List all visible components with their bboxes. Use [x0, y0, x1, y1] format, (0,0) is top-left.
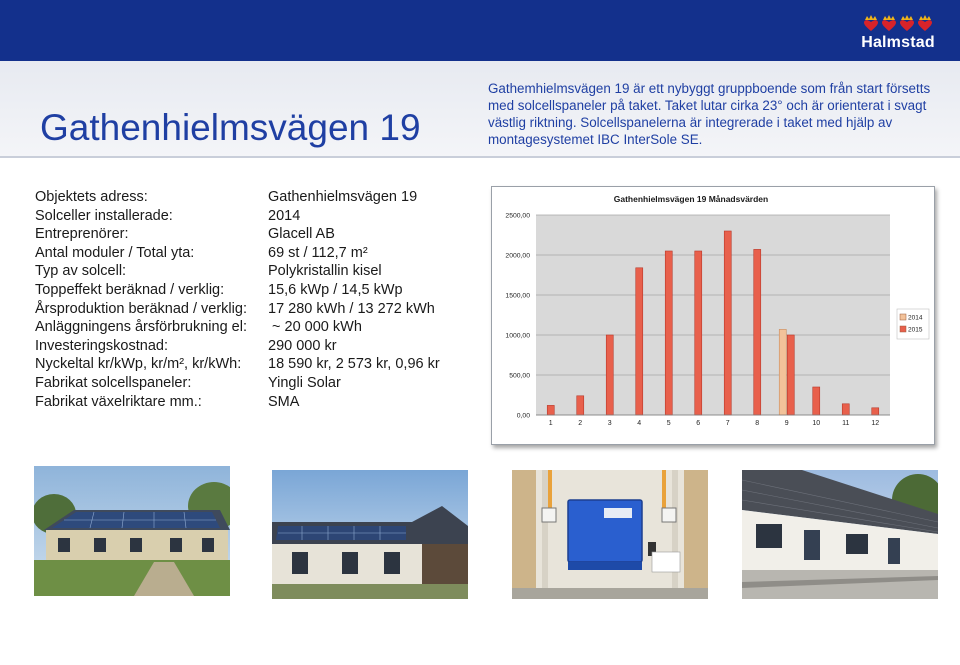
fact-label: Antal moduler / Total yta:: [35, 244, 195, 261]
fact-label: Fabrikat solcellspaneler:: [35, 374, 192, 391]
crowned-hearts-icon: [858, 14, 938, 32]
header-band: [0, 0, 960, 61]
fact-value: 69 st / 112,7 m²: [268, 244, 368, 261]
building-photo-icon: [742, 470, 938, 599]
chart-bar: [636, 268, 643, 415]
chart-bar: [724, 231, 731, 415]
chart-legend: [897, 309, 929, 339]
fact-row: [35, 281, 440, 300]
fact-value: SMA: [268, 393, 300, 410]
monthly-production-chart: [491, 186, 935, 445]
chart-title: Gathenhielmsvägen 19 Månadsvärden: [613, 194, 769, 204]
chart-bar: [695, 251, 702, 415]
crowned-heart-icon: [899, 14, 915, 32]
fact-label: Årsproduktion beräknad / verklig:: [35, 300, 247, 317]
chart-plot-area: [536, 215, 890, 415]
x-tick-label: 6: [696, 420, 701, 427]
chart-svg: [492, 187, 936, 446]
fact-row: [35, 262, 440, 281]
chart-bar: [842, 404, 849, 415]
title-band-rule: [0, 156, 960, 158]
house-facade-photo: [742, 470, 938, 599]
fact-row: [35, 188, 440, 207]
x-tick-label: 12: [871, 420, 880, 427]
page-title: Gathenhielmsvägen 19: [40, 107, 421, 148]
fact-label: Anläggningens årsförbrukning el:: [35, 319, 247, 336]
fact-label: Nyckeltal kr/kWp, kr/m², kr/kWh:: [35, 356, 242, 373]
chart-bar: [787, 335, 794, 415]
crowned-heart-icon: [917, 14, 933, 32]
x-tick-label: 10: [812, 420, 821, 427]
fact-row: [35, 337, 440, 356]
house-roof-solar-photo-2: [272, 470, 468, 599]
fact-value: 15,6 kWp / 14,5 kWp: [268, 281, 403, 298]
fact-value: 17 280 kWh / 13 272 kWh: [268, 300, 435, 317]
x-tick-label: 2: [578, 420, 583, 427]
x-tick-label: 8: [755, 420, 760, 427]
legend-label: 2014: [908, 314, 923, 322]
fact-label: Typ av solcell:: [35, 263, 127, 280]
x-tick-label: 11: [842, 420, 850, 427]
fact-value: Yingli Solar: [268, 374, 341, 391]
fact-value: Polykristallin kisel: [268, 263, 382, 280]
y-tick-label: 500,00: [509, 372, 530, 380]
chart-bar: [779, 329, 786, 415]
fact-value: Glacell AB: [268, 226, 335, 243]
house-roof-solar-photo-1: [34, 466, 230, 596]
halmstad-logo: [858, 14, 938, 54]
crowned-heart-icon: [881, 14, 897, 32]
fact-row: [35, 318, 440, 337]
fact-value: 2014: [268, 207, 301, 224]
x-tick-label: 1: [548, 420, 553, 427]
fact-label: Objektets adress:: [35, 189, 148, 205]
fact-row: [35, 207, 440, 226]
fact-row: [35, 244, 440, 263]
chart-bar: [665, 251, 672, 415]
x-tick-label: 7: [725, 420, 730, 427]
crowned-heart-icon: [863, 14, 879, 32]
legend-swatch: [900, 326, 906, 332]
y-tick-label: 1000,00: [505, 332, 530, 340]
x-tick-label: 4: [637, 420, 642, 427]
fact-label: Entreprenörer:: [35, 226, 129, 243]
y-tick-label: 0,00: [516, 412, 530, 420]
building-photo-icon: [272, 470, 468, 599]
fact-label: Fabrikat växelriktare mm.:: [35, 393, 202, 410]
chart-bar: [813, 387, 820, 415]
fact-label: Solceller installerade:: [35, 207, 173, 224]
y-tick-label: 2000,00: [505, 252, 530, 260]
x-tick-label: 3: [607, 420, 612, 427]
building-photo-icon: [34, 466, 230, 596]
inverter-photo: [512, 470, 708, 599]
y-tick-label: 1500,00: [505, 292, 530, 300]
fact-row: [35, 374, 440, 393]
logo-text: Halmstad: [861, 34, 935, 51]
facts-table: [35, 188, 440, 411]
fact-label: Toppeffekt beräknad / verklig:: [35, 281, 225, 298]
fact-label: Investeringskostnad:: [35, 337, 168, 354]
x-tick-label: 9: [784, 420, 789, 427]
fact-value: ~ 20 000 kWh: [268, 319, 362, 336]
fact-row: [35, 225, 440, 244]
chart-bar: [754, 249, 761, 415]
legend-label: 2015: [908, 326, 923, 334]
x-tick-label: 5: [666, 420, 671, 427]
chart-bar: [606, 335, 613, 415]
legend-swatch: [900, 314, 906, 320]
fact-value: 18 590 kr, 2 573 kr, 0,96 kr: [268, 356, 440, 373]
chart-bar: [872, 408, 879, 415]
chart-bar: [547, 405, 554, 415]
fact-value: 290 000 kr: [268, 337, 337, 354]
fact-row: [35, 393, 440, 412]
y-tick-label: 2500,00: [505, 212, 530, 220]
fact-row: [35, 300, 440, 319]
chart-bar: [577, 396, 584, 415]
intro-paragraph: Gathemhielmsvägen 19 är ett nybyggt gruppboende som från start försetts med solcellspaneler på taket. Taket lutar cirka 23° och är orienterat i svagt västlig riktning. Solcellspanelerna är integrerade i taket med hjälp av montagesystemet IBC InterSole SE.: [488, 81, 931, 147]
fact-row: [35, 355, 440, 374]
fact-value: Gathenhielmsvägen 19: [268, 189, 418, 205]
inverter-photo-icon: [512, 470, 708, 599]
